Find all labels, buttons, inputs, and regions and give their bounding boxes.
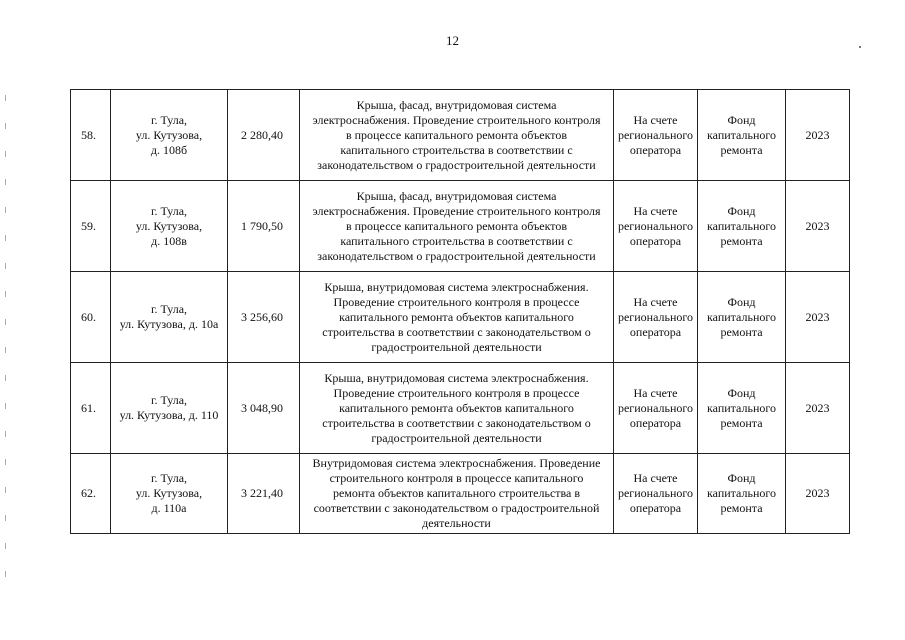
year-cell: 2023 — [786, 454, 850, 534]
fund-cell: Фонд капитального ремонта — [698, 272, 786, 363]
account-cell: На счете регионального оператора — [614, 454, 698, 534]
fund-cell: Фонд капитального ремонта — [698, 90, 786, 181]
scan-mark — [859, 46, 861, 48]
area-cell: 3 256,60 — [228, 272, 300, 363]
year-cell: 2023 — [786, 181, 850, 272]
work-description-cell: Крыша, фасад, внутридомовая система электроснабжения. Проведение строительного контроля в процессе капитального ремонта объектов капитального строительства в соответствии с законодательством о градостроительной деятельности — [300, 90, 614, 181]
account-cell: На счете регионального оператора — [614, 90, 698, 181]
row-number: 59. — [71, 181, 111, 272]
year-cell: 2023 — [786, 90, 850, 181]
account-cell: На счете регионального оператора — [614, 272, 698, 363]
binding-marks — [5, 95, 8, 599]
year-cell: 2023 — [786, 272, 850, 363]
work-description-cell: Крыша, фасад, внутридомовая система электроснабжения. Проведение строительного контроля в процессе капитального ремонта объектов капитального строительства в соответствии с законодательством о градостроительной деятельности — [300, 181, 614, 272]
work-description-cell: Крыша, внутридомовая система электроснабжения. Проведение строительного контроля в процессе капитального ремонта объектов капитального строительства в соответствии с законодательством о градостроительной деятельности — [300, 363, 614, 454]
work-description-cell: Крыша, внутридомовая система электроснабжения. Проведение строительного контроля в процессе капитального ремонта объектов капитального строительства в соответствии с законодательством о градостроительной деятельности — [300, 272, 614, 363]
table-row — [71, 90, 850, 181]
table-row — [71, 454, 850, 534]
table-row — [71, 181, 850, 272]
row-number: 60. — [71, 272, 111, 363]
address-cell: г. Тула, ул. Кутузова, д. 108в — [111, 181, 228, 272]
area-cell: 3 221,40 — [228, 454, 300, 534]
year-cell: 2023 — [786, 363, 850, 454]
account-cell: На счете регионального оператора — [614, 363, 698, 454]
row-number: 62. — [71, 454, 111, 534]
page-number: 12 — [446, 33, 459, 48]
table-row — [71, 363, 850, 454]
area-cell: 2 280,40 — [228, 90, 300, 181]
area-cell: 3 048,90 — [228, 363, 300, 454]
row-number: 58. — [71, 90, 111, 181]
work-description-cell: Внутридомовая система электроснабжения. Проведение строительного контроля в процессе капитального ремонта объектов капитального строительства в соответствии с законодательством о градостроительной деятельности — [300, 454, 614, 534]
address-cell: г. Тула, ул. Кутузова, д. 110а — [111, 454, 228, 534]
fund-cell: Фонд капитального ремонта — [698, 363, 786, 454]
repair-schedule-table — [70, 89, 850, 534]
area-cell: 1 790,50 — [228, 181, 300, 272]
table-row — [71, 272, 850, 363]
address-cell: г. Тула, ул. Кутузова, д. 110 — [111, 363, 228, 454]
address-cell: г. Тула, ул. Кутузова, д. 108б — [111, 90, 228, 181]
account-cell: На счете регионального оператора — [614, 181, 698, 272]
fund-cell: Фонд капитального ремонта — [698, 454, 786, 534]
row-number: 61. — [71, 363, 111, 454]
fund-cell: Фонд капитального ремонта — [698, 181, 786, 272]
address-cell: г. Тула, ул. Кутузова, д. 10а — [111, 272, 228, 363]
